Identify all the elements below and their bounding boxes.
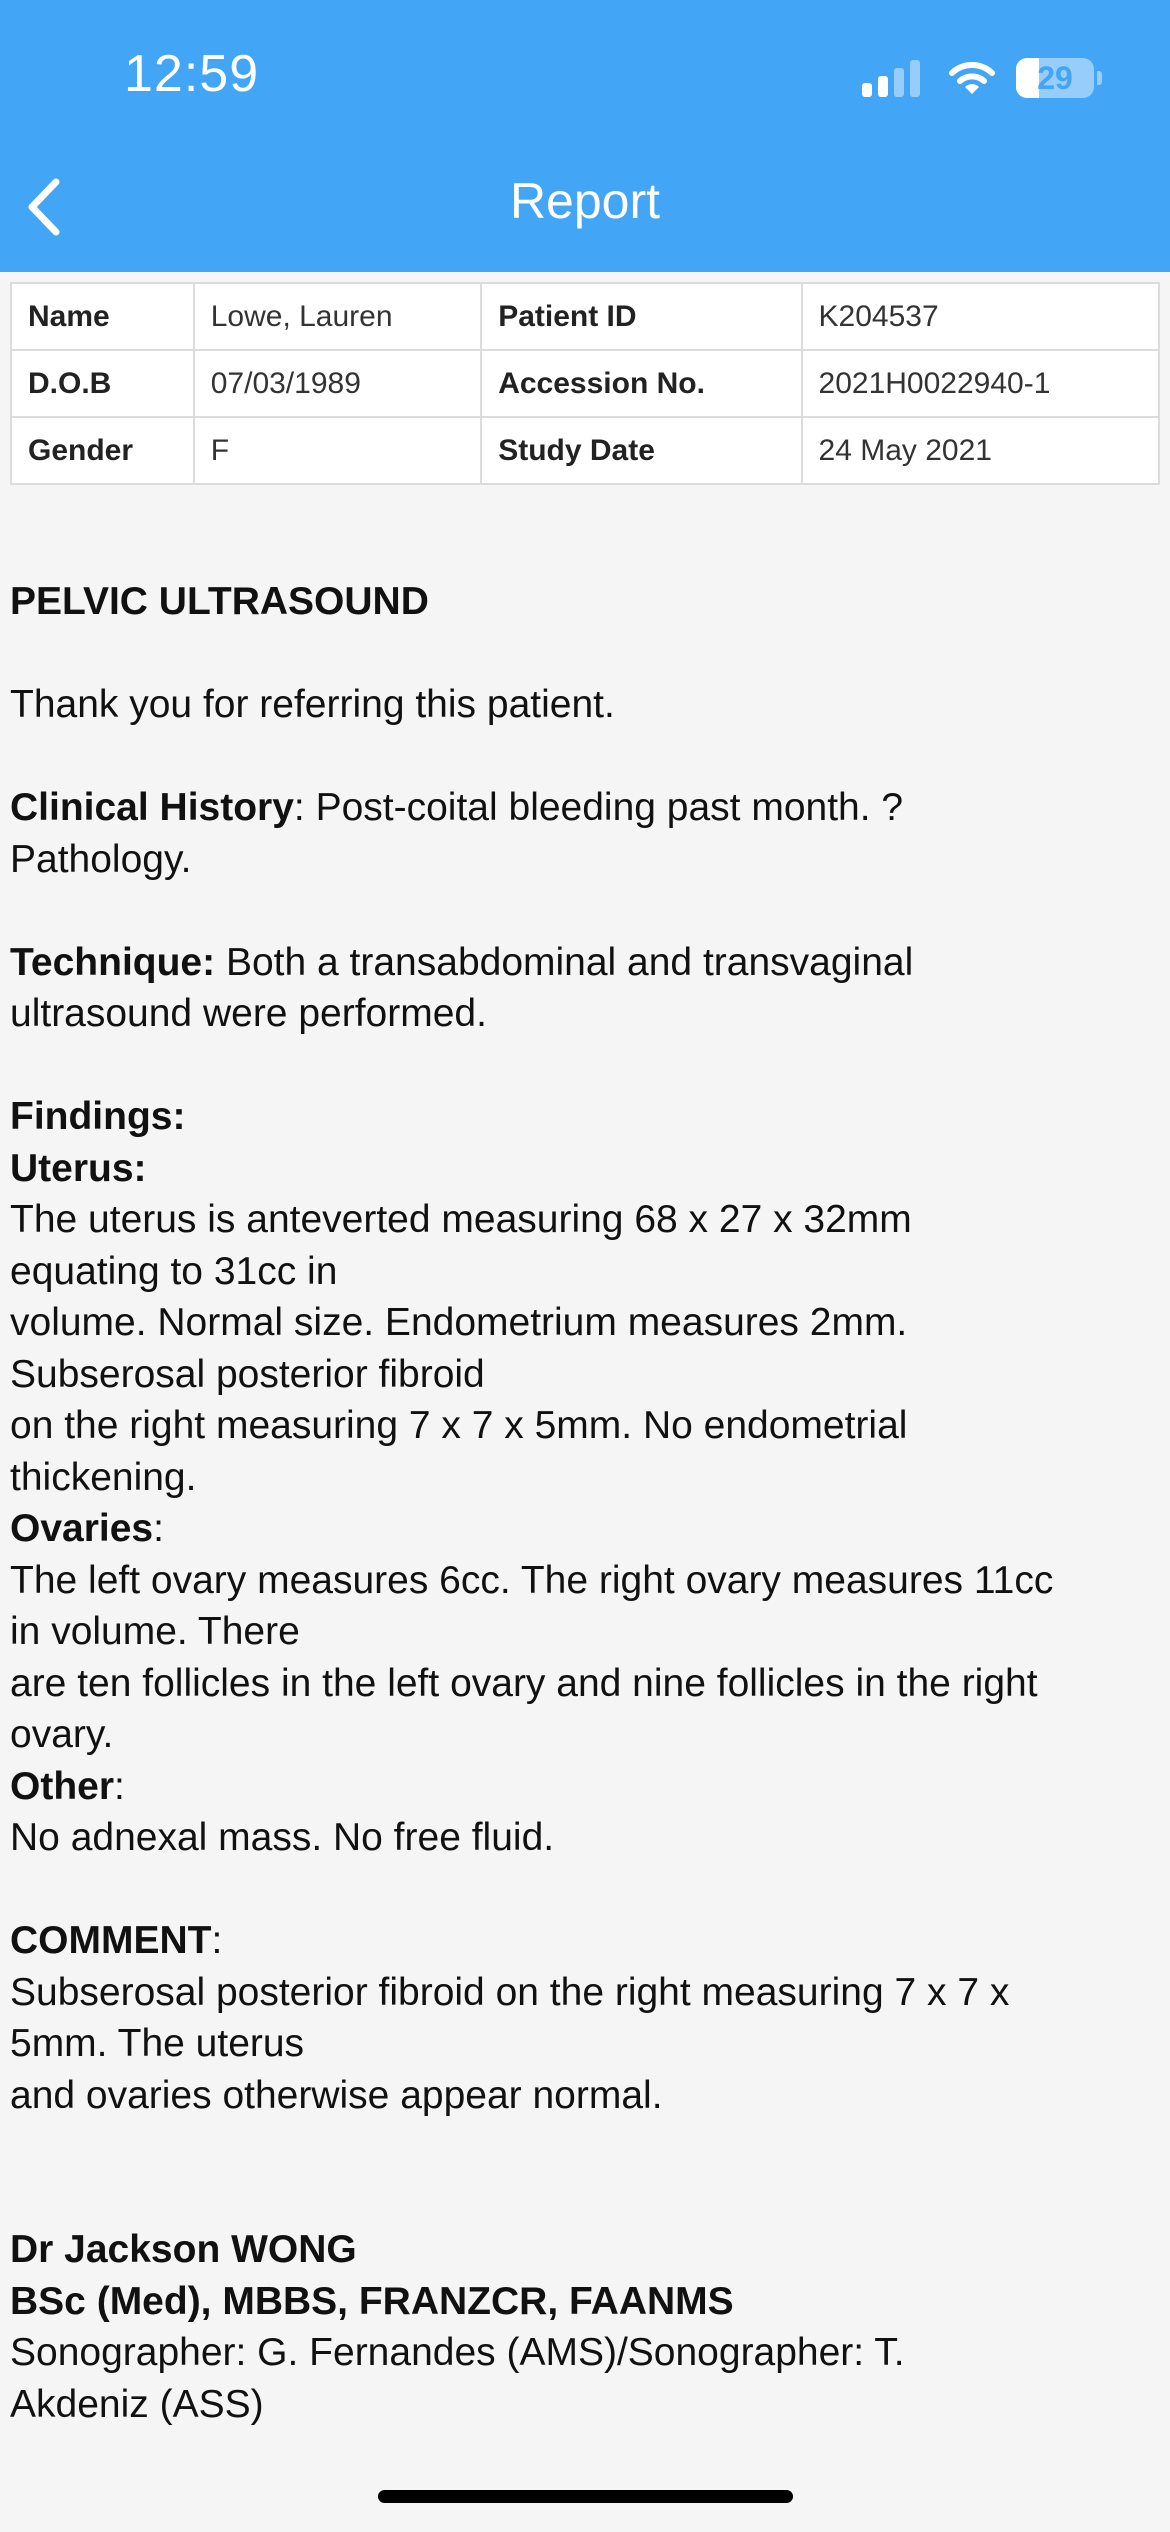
- signature-qualifications: BSc (Med), MBBS, FRANZCR, FAANMS: [10, 2279, 734, 2323]
- other-label: Other: [10, 1764, 115, 1808]
- accession-value: 2021H0022940-1: [802, 350, 1159, 417]
- study-date-value: 24 May 2021: [802, 417, 1159, 484]
- status-time: 12:59: [124, 45, 260, 103]
- cellular-signal-icon: [862, 59, 926, 97]
- uterus-line: Subserosal posterior fibroid: [10, 1352, 485, 1396]
- gender-value: F: [194, 417, 481, 484]
- findings-label: Findings:: [10, 1095, 186, 1138]
- app-header: [0, 0, 1170, 272]
- table-row: [11, 417, 1159, 484]
- ovaries-line: The left ovary measures 6cc. The right ovary measures 11cc: [10, 1558, 1054, 1602]
- comment-line: and ovaries otherwise appear normal.: [10, 2073, 663, 2117]
- sonographer-line: Sonographer: G. Fernandes (AMS)/Sonographer: T.: [10, 2331, 905, 2374]
- name-label: Name: [11, 283, 194, 350]
- technique-label: Technique:: [10, 940, 216, 984]
- patient-id-value: K204537: [802, 283, 1159, 350]
- dob-label: D.O.B: [11, 350, 194, 417]
- comment-line: 5mm. The uterus: [10, 2022, 305, 2065]
- other-text: No adnexal mass. No free fluid.: [10, 1816, 555, 1859]
- page-title: Report: [509, 173, 661, 229]
- uterus-label: Uterus:: [10, 1146, 147, 1190]
- ovaries-line: ovary.: [10, 1713, 114, 1756]
- report-body: [10, 576, 1165, 2430]
- uterus-line: thickening.: [10, 1455, 197, 1499]
- technique-text: Both a transabdominal and transvaginal: [215, 940, 914, 984]
- comment-label: COMMENT: [10, 1919, 212, 1962]
- uterus-line: volume. Normal size. Endometrium measures 2mm.: [10, 1301, 908, 1344]
- sonographer-line: Akdeniz (ASS): [10, 2382, 264, 2426]
- uterus-line: The uterus is anteverted measuring 68 x 27 x 32mm: [10, 1198, 912, 1241]
- uterus-line: equating to 31cc in: [10, 1249, 338, 1293]
- dob-value: 07/03/1989: [194, 350, 481, 417]
- table-row: [11, 350, 1159, 417]
- clinical-history-text: : Post-coital bleeding past month. ?: [293, 786, 904, 829]
- signature-name: Dr Jackson WONG: [10, 2228, 357, 2271]
- comment-line: Subserosal posterior fibroid on the right measuring 7 x 7 x: [10, 1970, 1010, 2014]
- comment-heading: COMMENT:: [10, 1919, 223, 1962]
- technique: [10, 937, 1165, 989]
- ovaries-heading: Ovaries:: [10, 1507, 164, 1550]
- patient-id-label: Patient ID: [481, 283, 801, 350]
- status-icons: [862, 56, 1094, 100]
- table-row: [11, 283, 1159, 350]
- uterus-line: on the right measuring 7 x 7 x 5mm. No endometrial: [10, 1404, 908, 1447]
- battery-level: 29: [1037, 60, 1073, 96]
- ovaries-label: Ovaries: [10, 1507, 154, 1550]
- clinical-history: [10, 782, 1165, 834]
- ovaries-line: are ten follicles in the left ovary and nine follicles in the right: [10, 1661, 1038, 1705]
- clinical-history-label: Clinical History: [10, 786, 294, 829]
- patient-info-table: [10, 282, 1160, 485]
- report-intro: Thank you for referring this patient.: [10, 683, 615, 726]
- report-heading: PELVIC ULTRASOUND: [10, 580, 429, 623]
- home-indicator[interactable]: [378, 2490, 793, 2503]
- ovaries-line: in volume. There: [10, 1610, 300, 1653]
- technique-text-2: ultrasound were performed.: [10, 992, 487, 1035]
- gender-label: Gender: [11, 417, 194, 484]
- accession-label: Accession No.: [481, 350, 801, 417]
- wifi-icon: [948, 60, 996, 96]
- study-date-label: Study Date: [481, 417, 801, 484]
- name-value: Lowe, Lauren: [194, 283, 481, 350]
- other-heading: Other:: [10, 1764, 125, 1808]
- battery-icon: [1016, 58, 1094, 98]
- clinical-history-text-2: Pathology.: [10, 837, 192, 881]
